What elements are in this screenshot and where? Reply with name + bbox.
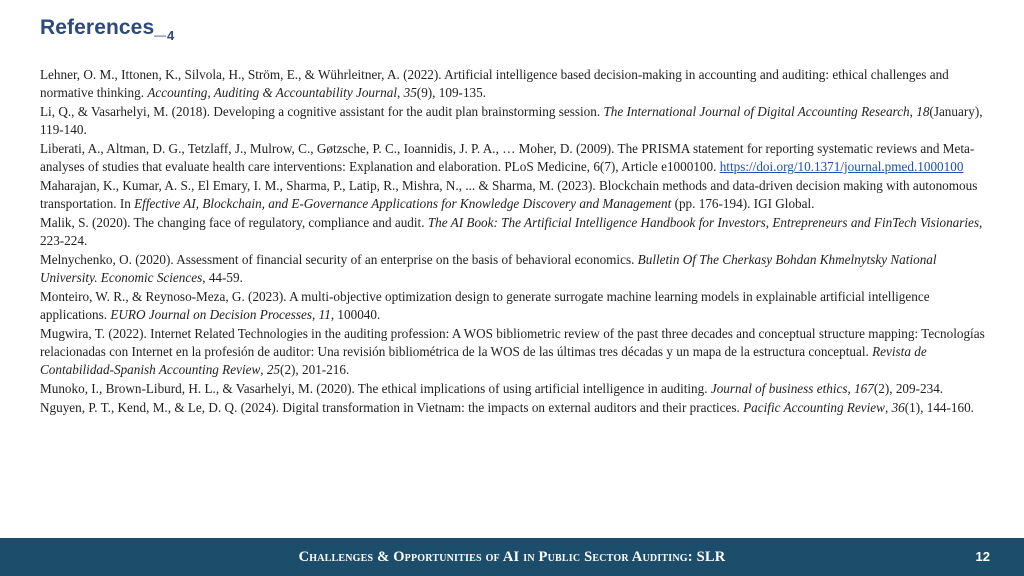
page-title-subscript: 4 [167,28,175,43]
reference-text: (January), 119-140. [40,104,983,137]
reference-text: Monteiro, W. R., & Reynoso-Meza, G. (2023). A multi-objective optimization design to generate surrogate machine learning models in explainable artificial intelligence applications. [40,289,930,322]
reference-text: (pp. 176-194). IGI Global. [671,196,815,211]
reference-italic-text: 18 [916,104,930,119]
reference-text: , [847,381,855,396]
reference-entry [40,380,990,398]
doi-link[interactable]: https://doi.org/10.1371/journal.pmed.1000100 [719,159,964,174]
reference-text: Munoko, I., Brown-Liburd, H. L., & Vasarhelyi, M. (2020). The ethical implications of using artificial intelligence in auditing. [40,381,711,396]
reference-italic-text: Bulletin Of The Cherkasy Bohdan Khmelnytsky National University. Economic Sciences [40,252,937,285]
reference-italic-text: EURO Journal on Decision Processes [110,307,313,322]
reference-text: Nguyen, P. T., Kend, M., & Le, D. Q. (2024). Digital transformation in Vietnam: the impacts on external auditors and their practices. [40,400,744,415]
reference-entry [40,288,990,324]
reference-entry [40,66,990,102]
footer-bar [0,538,1024,576]
reference-italic-text: The International Journal of Digital Accounting Research [603,104,910,119]
reference-italic-text: 167 [854,381,874,396]
reference-text: Maharajan, K., Kumar, A. S., El Emary, I. M., Sharma, P., Latip, R., Mishra, N., ... & Sharma, M. (2023). Blockchain methods and data-driven decision making with autonomous transportation. In [40,178,978,211]
page-number: 12 [975,549,990,564]
reference-entry [40,177,990,213]
reference-entry [40,103,990,139]
reference-italic-text: 35 [403,85,417,100]
reference-entry [40,399,990,417]
reference-italic-text: Journal of business ethics [710,381,848,396]
page-title [40,16,175,43]
reference-italic-text: The AI Book: The Artificial Intelligence Handbook for Investors, Entrepreneurs and FinTech Visionaries [427,215,980,230]
reference-text: (9), 109-135. [416,85,487,100]
reference-text: , 44-59. [202,270,243,285]
reference-text: , [909,104,917,119]
reference-text: (2), 209-234. [873,381,944,396]
reference-text: , [260,362,267,377]
reference-italic-text: Pacific Accounting Review [743,400,885,415]
reference-text: (2), 201-216. [280,362,350,377]
reference-list [40,66,990,418]
reference-italic-text: Accounting, Auditing & Accountability Journal [147,85,398,100]
reference-text: , 100040. [330,307,381,322]
reference-entry [40,214,990,250]
reference-text: , [884,400,892,415]
reference-text: , 223-224. [40,215,983,248]
reference-text: Li, Q., & Vasarhelyi, M. (2018). Developing a cognitive assistant for the audit plan brainstorming session. [40,104,604,119]
reference-italic-text: 11 [318,307,331,322]
reference-entry [40,325,990,379]
page-title-text: References_ [40,16,167,39]
reference-text: Lehner, O. M., Ittonen, K., Silvola, H., Ström, E., & Wührleitner, A. (2022). Artificial intelligence based decision-making in accounting and auditing: ethical challenges and normative thinking. [40,67,949,100]
reference-italic-text: Revista de Contabilidad-Spanish Accounting Review [40,344,927,377]
reference-entry [40,140,990,176]
reference-text: , [312,307,319,322]
reference-text: Melnychenko, O. (2020). Assessment of financial security of an enterprise on the basis of behavioral economics. [40,252,638,267]
reference-entry [40,251,990,287]
reference-italic-text: 36 [891,400,905,415]
reference-text: (1), 144-160. [904,400,974,415]
reference-text: Liberati, A., Altman, D. G., Tetzlaff, J., Mulrow, C., Gøtzsche, P. C., Ioannidis, J. P. A., … Moher, D. (2009). The PRISMA statement for reporting systematic reviews and Meta-analyses of studies that evaluate health care interventions: Explanation and elaboration. PLoS Medicine, 6(7), Article e1000100. [40,141,975,174]
reference-text: Malik, S. (2020). The changing face of regulatory, compliance and audit. [40,215,428,230]
reference-text: Mugwira, T. (2022). Internet Related Technologies in the auditing profession: A WOS bibliometric review of the past three decades and conceptual structure mapping: Tecnologías relacionadas con Internet en la profesión de auditor: Una revisión bibliométrica de la WOS de las últimas tres décadas y un mapa de la estructura conceptual. [40,326,985,359]
reference-text: , [397,85,404,100]
footer-title: Challenges & Opportunities of AI in Public Sector Auditing: SLR [298,549,726,565]
reference-italic-text: 25 [266,362,281,377]
reference-italic-text: Effective AI, Blockchain, and E-Governance Applications for Knowledge Discovery and Management [134,196,672,211]
